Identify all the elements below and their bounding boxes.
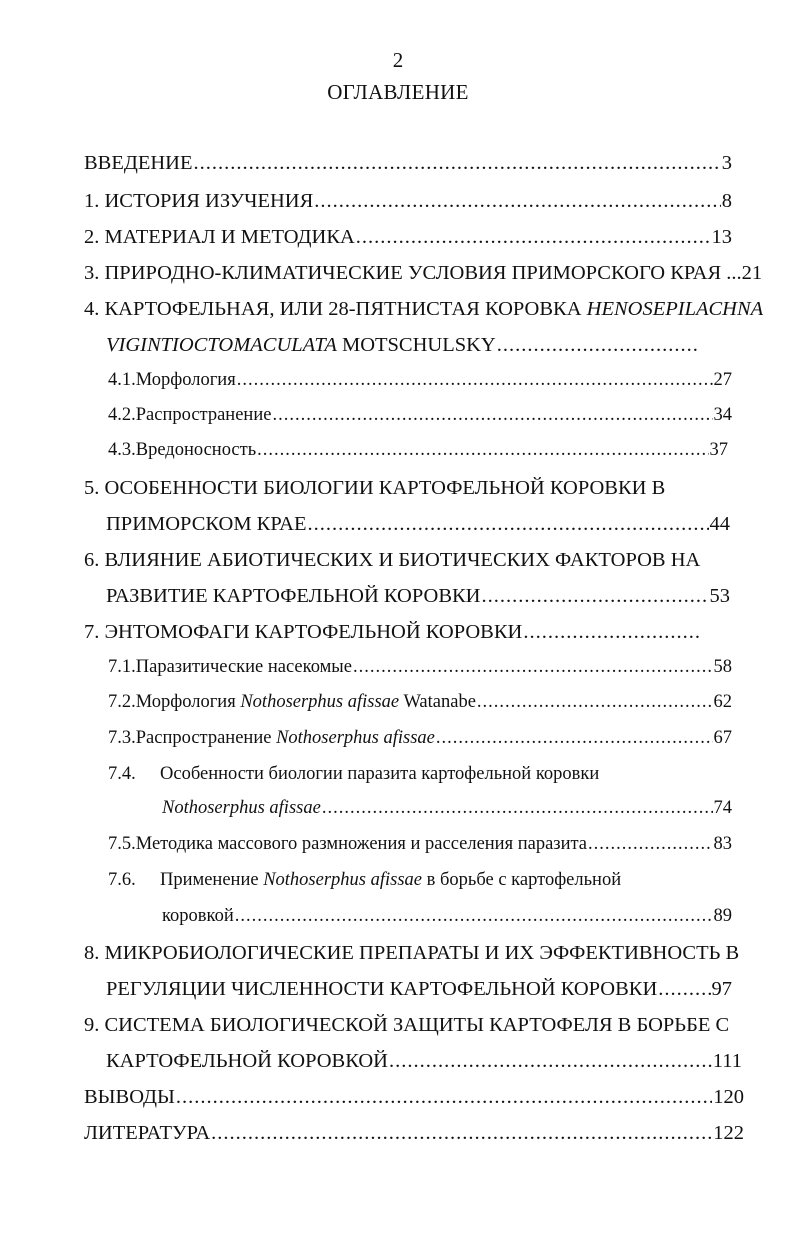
leader-dots [307,513,708,536]
leader-dots [477,692,713,713]
toc-entry-label: коровкой [162,906,234,926]
toc-entry-chapter-3[interactable] [84,262,763,288]
toc-entry-page: 97 [711,978,732,1000]
toc-entry-label-italic: VIGINTIOCTOMACULATA [106,334,337,356]
toc-entry-label [136,728,435,749]
toc-entry-number: 7.4. [108,764,136,784]
leader-dots [481,585,708,608]
toc-entry-label-part: MOTSCHULSKY [336,334,496,356]
toc-entry-chapter-8-continued[interactable] [106,978,732,1004]
toc-entry-chapter-9-continued[interactable] [106,1050,742,1076]
toc-entry-number: 7.6. [108,870,136,890]
leader-dots [588,834,712,855]
toc-entry-number: 7.2. [108,692,136,712]
toc-entry-number: 4.1. [108,370,136,390]
toc-entry-4-2[interactable] [108,405,732,431]
toc-entry-label: Паразитические насекомые [135,657,352,677]
leader-dots [314,190,721,213]
leader-dots [353,657,713,678]
toc-entry-label: Распространение [135,405,272,425]
toc-entry-chapter-6[interactable] [84,549,744,575]
toc-entry-page: 74 [713,798,732,818]
toc-entry-page: 8 [721,190,732,212]
toc-heading: ОГЛАВЛЕНИЕ [327,80,469,104]
toc-entry-label-italic: Nothoserphus afissae [276,728,435,748]
toc-entry-page: 27 [713,370,732,390]
toc-entry-number: 4.3. [108,440,136,460]
toc-entry-label [136,692,476,713]
toc-entry-label: КАРТОФЕЛЬНОЙ КОРОВКОЙ [106,1050,388,1072]
toc-entry-label-part: 4. КАРТОФЕЛЬНАЯ, ИЛИ 28-ПЯТНИСТАЯ КОРОВКА [84,298,587,320]
toc-entry-page: 3 [721,152,732,174]
toc-entry-conclusions[interactable] [84,1086,744,1112]
toc-entry-chapter-9[interactable] [84,1014,744,1040]
toc-entry-label-part: Морфология [135,692,241,712]
leader-dots [235,906,713,927]
toc-entry-label: ВВЕДЕНИЕ [84,152,193,174]
toc-entry-chapter-6-continued[interactable] [106,585,730,611]
toc-entry-label-part: в борьбе с картофельной [422,870,622,890]
toc-entry-label: 9. СИСТЕМА БИОЛОГИЧЕСКОЙ ЗАЩИТЫ КАРТОФЕЛЯ В БОРЬБЕ С [84,1014,730,1036]
leader-dots [194,152,721,175]
toc-entry-label: 6. ВЛИЯНИЕ АБИОТИЧЕСКИХ И БИОТИЧЕСКИХ ФАКТОРОВ НА [84,549,701,571]
toc-entry-label: Особенности биологии паразита картофельной коровки [160,764,600,784]
toc-entry-label: Вредоносность [135,440,257,460]
toc-entry-number: 7.5. [108,834,136,854]
toc-entry-label: Методика массового размножения и расселения паразита [135,834,588,854]
toc-entry-chapter-7[interactable] [84,621,702,647]
leader-dots [356,226,711,249]
toc-entry-chapter-5[interactable] [84,477,744,503]
toc-entry-page: 62 [713,692,732,712]
leader-dots [497,334,699,357]
toc-entry-label [160,870,621,891]
leader-dots [211,1122,712,1145]
toc-entry-page: 44 [709,513,730,535]
toc-entry-page: 83 [713,834,732,854]
toc-entry-label-italic: Nothoserphus afissae [162,798,321,818]
toc-entry-7-2[interactable] [108,692,732,718]
toc-entry-7-6[interactable] [108,870,732,896]
toc-entry-label-part: Применение [160,870,264,890]
leader-dots [237,370,713,391]
leader-dots [658,978,710,1001]
toc-entry-label: 2. МАТЕРИАЛ И МЕТОДИКА [84,226,355,248]
toc-entry-chapter-5-continued[interactable] [106,513,730,539]
toc-entry-page: 89 [713,906,732,926]
toc-entry-label: РЕГУЛЯЦИИ ЧИСЛЕННОСТИ КАРТОФЕЛЬНОЙ КОРОВКИ [106,978,658,1000]
toc-entry-label: РАЗВИТИЕ КАРТОФЕЛЬНОЙ КОРОВКИ [106,585,481,607]
toc-entry-label: 5. ОСОБЕННОСТИ БИОЛОГИИ КАРТОФЕЛЬНОЙ КОРОВКИ В [84,477,666,499]
leader-dots [257,440,708,461]
leader-dots [436,728,713,749]
toc-entry-chapter-4[interactable] [84,298,764,324]
toc-entry-page: 122 [713,1122,744,1144]
toc-entry-label-italic: Nothoserphus afissae [240,692,400,712]
leader-dots [389,1050,712,1073]
toc-entry-introduction[interactable] [84,152,732,178]
toc-entry-label: 1. ИСТОРИЯ ИЗУЧЕНИЯ [84,190,314,212]
toc-entry-chapter-4-continued[interactable] [106,334,700,360]
toc-entry-label: Морфология [135,370,236,390]
toc-entry-page: 58 [713,657,732,677]
toc-entry-label: 7. ЭНТОМОФАГИ КАРТОФЕЛЬНОЙ КОРОВКИ [84,621,523,643]
toc-entry-label-italic: HENOSEPILACHNA [586,298,764,320]
toc-entry-label-part: Watanabe [399,692,476,712]
toc-entry-number: 7.3. [108,728,136,748]
toc-entry-7-5[interactable] [108,834,732,860]
toc-entry-page: 111 [712,1050,742,1072]
toc-entry-label: 8. МИКРОБИОЛОГИЧЕСКИЕ ПРЕПАРАТЫ И ИХ ЭФФЕКТИВНОСТЬ В [84,942,740,964]
toc-entry-label-italic: Nothoserphus afissae [263,870,422,890]
toc-entry-4-3[interactable] [108,440,728,466]
toc-entry-label: 3. ПРИРОДНО-КЛИМАТИЧЕСКИЕ УСЛОВИЯ ПРИМОРСКОГО КРАЯ ...21 [84,262,763,284]
toc-entry-page: 34 [713,405,732,425]
toc-entry-number: 4.2. [108,405,136,425]
toc-entry-label: ВЫВОДЫ [84,1086,175,1108]
toc-entry-7-6-continued[interactable] [162,906,732,932]
toc-entry-chapter-8[interactable] [84,942,744,968]
toc-entry-chapter-2[interactable] [84,226,732,252]
toc-entry-label [84,298,763,321]
page-number: 2 [392,48,404,72]
toc-entry-7-3[interactable] [108,728,732,754]
toc-entry-7-1[interactable] [108,657,732,683]
toc-entry-chapter-1[interactable] [84,190,732,216]
toc-entry-page: 120 [713,1086,744,1108]
leader-dots [322,798,713,819]
toc-entry-page: 67 [713,728,732,748]
leader-dots [176,1086,712,1109]
toc-entry-label [106,334,496,357]
toc-entry-page: 37 [709,440,728,460]
toc-entry-label: ЛИТЕРАТУРА [84,1122,211,1144]
leader-dots [523,621,701,644]
toc-entry-page: 53 [709,585,730,607]
toc-entry-label-part: Распространение [135,728,277,748]
toc-entry-literature[interactable] [84,1122,744,1148]
leader-dots [272,405,712,426]
toc-entry-label: ПРИМОРСКОМ КРАЕ [106,513,307,535]
toc-entry-number: 7.1. [108,657,136,677]
toc-entry-7-4[interactable] [108,764,732,790]
toc-entry-4-1[interactable] [108,370,732,396]
toc-entry-7-4-continued[interactable] [162,798,732,824]
toc-entry-page: 13 [711,226,732,248]
